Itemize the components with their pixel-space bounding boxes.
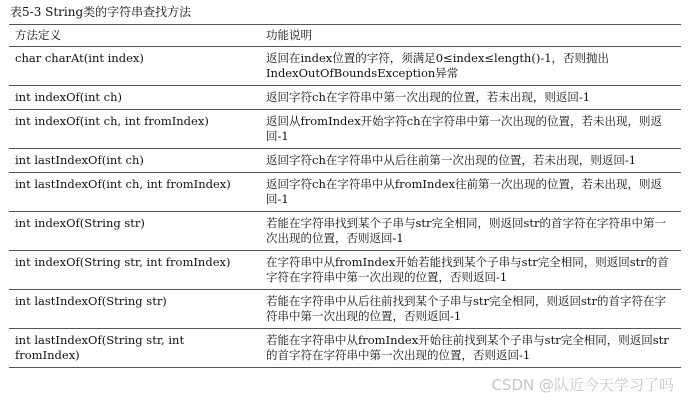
- table-row: [9, 86, 681, 110]
- table-row: [9, 173, 681, 212]
- description-cell: 若能在字符串中从后往前找到某个子串与str完全相同，则返回str的首字符在字符串中第一次出现的位置，否则返回-1: [256, 290, 681, 329]
- description-cell: 返回字符ch在字符串中第一次出现的位置，若未出现，则返回-1: [256, 86, 681, 110]
- header-method-definition: 方法定义: [9, 25, 256, 47]
- string-search-methods-table: [9, 24, 681, 368]
- table-row: [9, 212, 681, 251]
- table-row: [9, 290, 681, 329]
- method-cell: int lastIndexOf(String str, int fromIndex): [9, 329, 256, 368]
- description-cell: 返回字符ch在字符串中从fromIndex往前第一次出现的位置，若未出现，则返回-1: [256, 173, 681, 212]
- table-caption: 表5-3 String类的字符串查找方法: [10, 5, 192, 19]
- description-cell: 返回字符ch在字符串中从后往前第一次出现的位置，若未出现，则返回-1: [256, 149, 681, 173]
- method-cell: int lastIndexOf(int ch): [9, 149, 256, 173]
- watermark-text: CSDN @队近今天学习了吗: [491, 376, 674, 394]
- description-cell: 返回在index位置的字符，须满足0≤index≤length()-1，否则抛出IndexOutOfBoundsException异常: [256, 47, 681, 86]
- method-cell: int lastIndexOf(int ch, int fromIndex): [9, 173, 256, 212]
- table-row: [9, 251, 681, 290]
- table-row: [9, 149, 681, 173]
- header-description: 功能说明: [256, 25, 681, 47]
- description-cell: 在字符串中从fromIndex开始若能找到某个子串与str完全相同，则返回str的首字符在字符串中第一次出现的位置，否则返回-1: [256, 251, 681, 290]
- method-cell: int indexOf(int ch, int fromIndex): [9, 110, 256, 149]
- method-cell: int lastIndexOf(String str): [9, 290, 256, 329]
- table-header-row: [9, 25, 681, 47]
- table-row: [9, 110, 681, 149]
- description-cell: 若能在字符串找到某个子串与str完全相同，则返回str的首字符在字符串中第一次出现的位置，否则返回-1: [256, 212, 681, 251]
- table-row: [9, 47, 681, 86]
- description-cell: 返回从fromIndex开始字符ch在字符串中第一次出现的位置，若未出现，则返回-1: [256, 110, 681, 149]
- method-cell: int indexOf(String str, int fromIndex): [9, 251, 256, 290]
- description-cell: 若能在字符串中从fromIndex开始往前找到某个子串与str完全相同，则返回str的首字符在字符串中第一次出现的位置，否则返回-1: [256, 329, 681, 368]
- method-cell: char charAt(int index): [9, 47, 256, 86]
- table-row: [9, 329, 681, 368]
- method-cell: int indexOf(String str): [9, 212, 256, 251]
- method-cell: int indexOf(int ch): [9, 86, 256, 110]
